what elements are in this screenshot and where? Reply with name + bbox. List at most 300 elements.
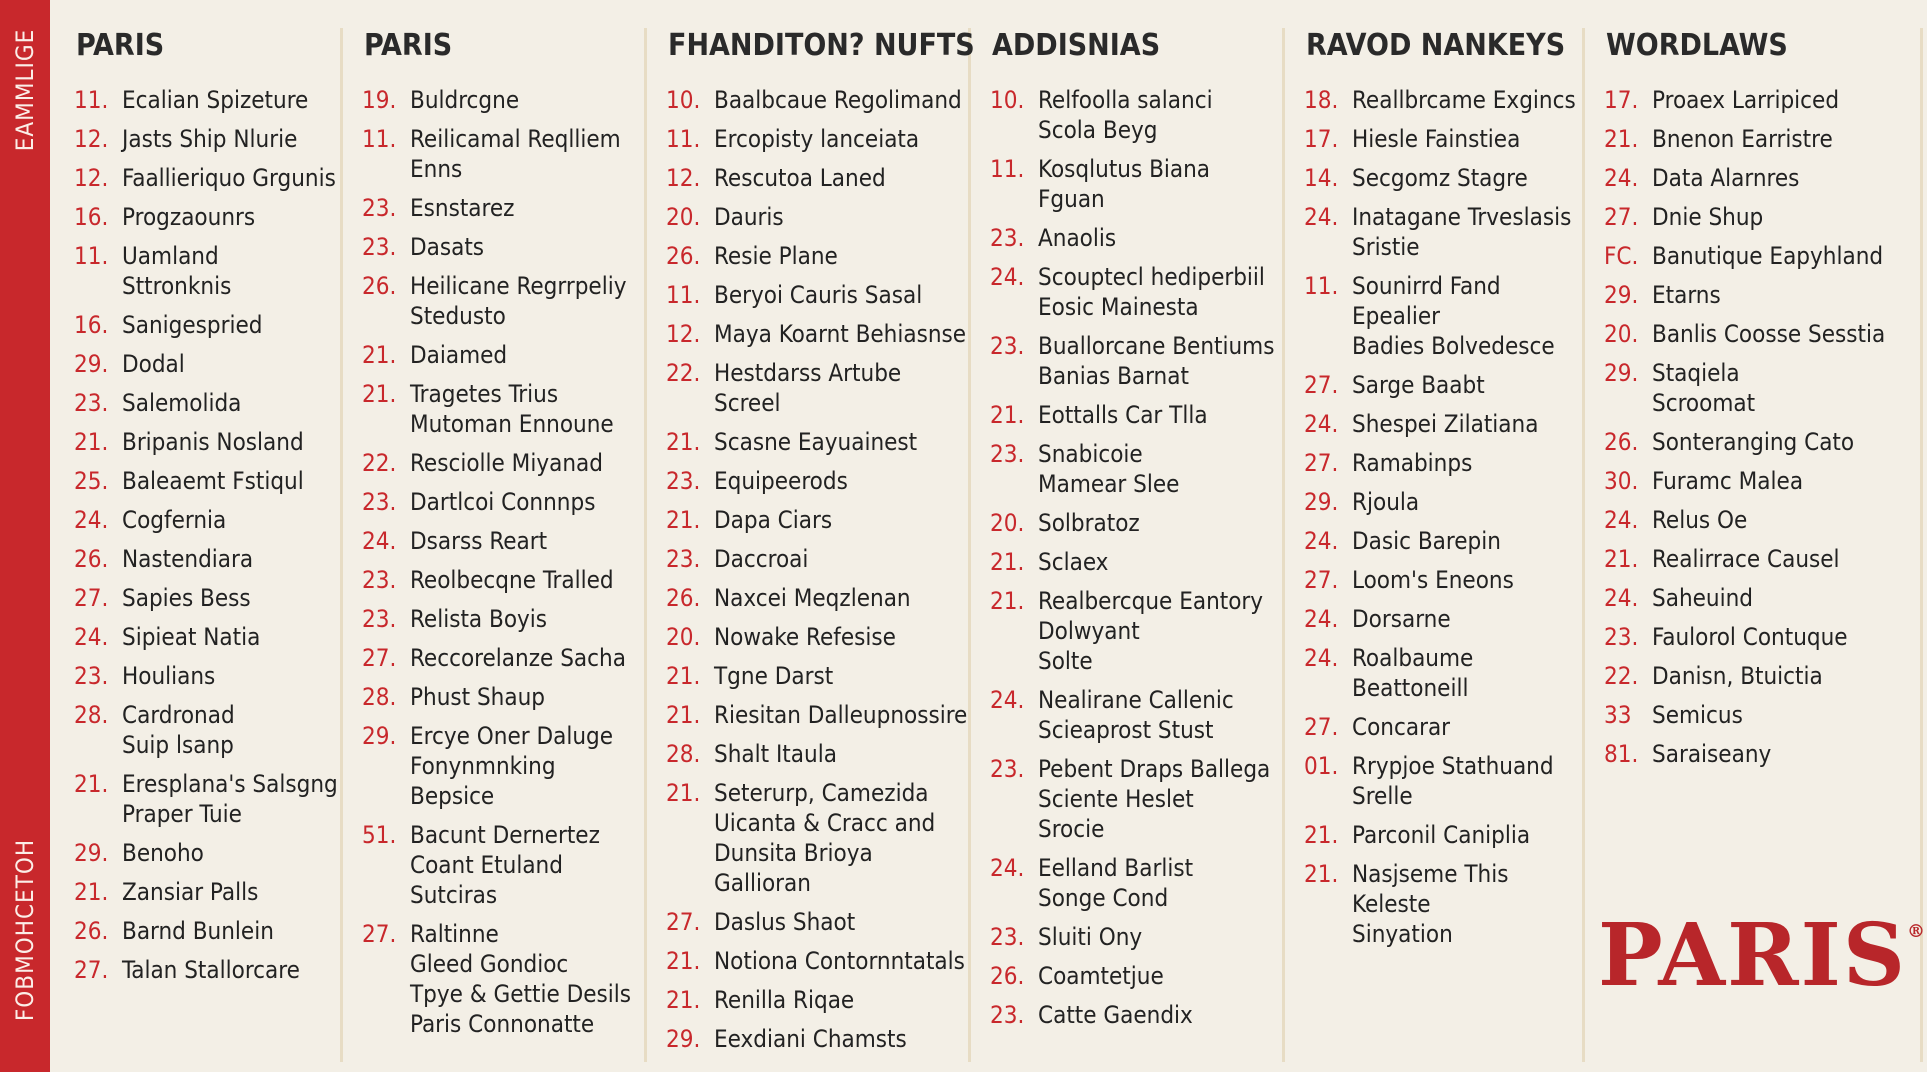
item-name: Relus Oe (1652, 506, 1748, 534)
item-number: 10. (990, 86, 1025, 114)
item-number: 18. (1304, 86, 1339, 114)
item-name: Solbratoz (1038, 509, 1140, 537)
list-item (990, 754, 1282, 844)
item-number: 26. (362, 272, 397, 300)
list-item (1304, 526, 1582, 556)
item-number: 23. (990, 440, 1025, 468)
item-number: 23. (666, 467, 701, 495)
entry-list (970, 85, 1282, 1030)
item-name: Realbercque Eantory Dolwyant Solte (1038, 587, 1264, 675)
item-name: Sipieat Natia (122, 623, 261, 651)
item-number: 29. (1604, 359, 1639, 387)
list-item (1304, 202, 1582, 262)
item-name: Banutique Eapyhland (1652, 242, 1884, 270)
item-name: Ecalian Spizeture (122, 86, 309, 114)
list-item (74, 388, 340, 418)
item-name: Realirrace Causel (1652, 545, 1840, 573)
item-name: Daccroai (714, 545, 809, 573)
item-name: Hiesle Fainstiea (1352, 125, 1521, 153)
item-number: 20. (666, 203, 701, 231)
list-item (362, 721, 644, 811)
list-item (362, 271, 644, 331)
item-name: Notiona Contornntatals (714, 947, 965, 975)
item-name: Rrypjoe Stathuand Srelle (1352, 752, 1554, 810)
item-name: Loom's Eneons (1352, 566, 1514, 594)
column-title: PARIS (364, 28, 453, 63)
sidebar-band (0, 0, 50, 1072)
item-number: 29. (362, 722, 397, 750)
column-5 (1284, 28, 1585, 1062)
item-number: 12. (666, 320, 701, 348)
item-name: Relfoolla salanci Scola Beyg (1038, 86, 1213, 144)
list-item (1604, 583, 1920, 613)
item-name: Rescutoa Laned (714, 164, 886, 192)
item-number: 21. (74, 878, 109, 906)
item-number: 20. (666, 623, 701, 651)
item-number: 27. (74, 584, 109, 612)
item-number: 21. (74, 770, 109, 798)
column-1 (54, 28, 343, 1062)
list-item (666, 946, 968, 976)
item-name: Dasats (410, 233, 485, 261)
item-number: 23. (362, 605, 397, 633)
list-item (74, 505, 340, 535)
item-number: 81. (1604, 740, 1639, 768)
item-number: 23. (990, 1001, 1025, 1029)
list-item (362, 193, 644, 223)
item-name: Roalbaume Beattoneill (1352, 644, 1474, 702)
item-name: Scouptecl hediperbiil Eosic Mainesta (1038, 263, 1265, 321)
item-name: Resie Plane (714, 242, 838, 270)
item-name: Seterurp, Camezida Uicanta & Cracc and Dunsita Brioya Gallioran (714, 779, 936, 897)
list-item (74, 838, 340, 868)
item-name: Eelland Barlist Songe Cond (1038, 854, 1194, 912)
item-name: Sonteranging Cato (1652, 428, 1855, 456)
list-item (990, 961, 1282, 991)
list-item (666, 124, 968, 154)
list-item (362, 643, 644, 673)
item-name: Zansiar Palls (122, 878, 259, 906)
list-item (74, 310, 340, 340)
item-number: 21. (666, 947, 701, 975)
list-item (990, 922, 1282, 952)
item-number: 28. (74, 701, 109, 729)
item-number: 30. (1604, 467, 1639, 495)
list-item (362, 124, 644, 184)
item-name: Data Alarnres (1652, 164, 1800, 192)
item-name: Rjoula (1352, 488, 1420, 516)
item-number: 19. (362, 86, 397, 114)
item-name: Faulorol Contuque (1652, 623, 1848, 651)
item-name: Sclaex (1038, 548, 1109, 576)
item-number: 26. (666, 584, 701, 612)
list-item (1604, 700, 1920, 730)
item-number: 28. (666, 740, 701, 768)
item-name: Reilicamal Reqlliem Enns (410, 125, 621, 183)
item-number: 24. (362, 527, 397, 555)
item-number: 29. (74, 350, 109, 378)
brand-text: PARIS (1598, 905, 1907, 1006)
item-number: 24. (990, 263, 1025, 291)
item-name: Houlians (122, 662, 216, 690)
list-item (1604, 622, 1920, 652)
list-item (74, 427, 340, 457)
item-name: Progzaounrs (122, 203, 256, 231)
list-item (1604, 124, 1920, 154)
list-item (362, 487, 644, 517)
item-name: Equipeerods (714, 467, 848, 495)
list-item (1604, 280, 1920, 310)
list-item (1604, 319, 1920, 349)
list-item (1604, 85, 1920, 115)
item-number: 11. (1304, 272, 1339, 300)
item-name: Hestdarss Artube Screel (714, 359, 902, 417)
sidebar-label-bottom: FOBMOHCETOH (11, 838, 39, 1022)
item-name: Dsarss Reart (410, 527, 548, 555)
item-name: Ercye Oner Daluge Fonynmnking Bepsice (410, 722, 614, 810)
item-name: Baalbcaue Regolimand (714, 86, 962, 114)
item-name: Reolbecqne Tralled (410, 566, 614, 594)
list-item (666, 241, 968, 271)
item-number: 24. (1604, 584, 1639, 612)
item-number: 27. (1304, 371, 1339, 399)
item-name: Daslus Shaot (714, 908, 856, 936)
item-number: 21. (1604, 125, 1639, 153)
item-number: 17. (1604, 86, 1639, 114)
list-item (74, 85, 340, 115)
list-item (1604, 202, 1920, 232)
item-number: 12. (666, 164, 701, 192)
item-number: 16. (74, 203, 109, 231)
item-name: Daiamed (410, 341, 508, 369)
list-item (666, 985, 968, 1015)
list-item (74, 877, 340, 907)
list-item (666, 1024, 968, 1054)
list-item (666, 700, 968, 730)
list-item (74, 544, 340, 574)
item-name: Dartlcoi Connnps (410, 488, 596, 516)
item-number: 23. (74, 389, 109, 417)
item-number: 21. (666, 662, 701, 690)
item-number: 12. (74, 125, 109, 153)
item-name: Anaolis (1038, 224, 1117, 252)
brand-logo (1598, 905, 1927, 1006)
item-number: 24. (990, 854, 1025, 882)
item-name: Nealirane Callenic Scieaprost Stust (1038, 686, 1234, 744)
item-number: 21. (990, 587, 1025, 615)
list-item (990, 439, 1282, 499)
item-number: 27. (1604, 203, 1639, 231)
item-name: Tragetes Trius Mutoman Ennoune (410, 380, 614, 438)
item-name: Eexdiani Chamsts (714, 1025, 907, 1053)
item-name: Talan Stallorcare (122, 956, 300, 984)
column-title: ADDISNIAS (992, 28, 1161, 63)
item-number: 21. (1304, 821, 1339, 849)
list-item (666, 505, 968, 535)
item-name: Maya Koarnt Behiasnse (714, 320, 967, 348)
item-number: 11. (990, 155, 1025, 183)
item-number: 22. (362, 449, 397, 477)
item-number: 25. (74, 467, 109, 495)
list-item (1604, 163, 1920, 193)
list-item (74, 124, 340, 154)
item-number: 27. (1304, 566, 1339, 594)
list-item (666, 85, 968, 115)
item-number: FC. (1604, 242, 1639, 270)
item-name: Renilla Riqae (714, 986, 855, 1014)
item-name: Scasne Eayuainest (714, 428, 918, 456)
sidebar-label-top: EAMMLIGE (11, 28, 39, 152)
list-item (666, 163, 968, 193)
item-number: 29. (74, 839, 109, 867)
item-name: Sounirrd Fand Epealier Badies Bolvedesce (1352, 272, 1555, 360)
item-number: 10. (666, 86, 701, 114)
list-item (990, 154, 1282, 214)
list-item (74, 583, 340, 613)
list-item (362, 85, 644, 115)
list-item (74, 202, 340, 232)
item-number: 29. (666, 1025, 701, 1053)
item-number: 27. (666, 908, 701, 936)
list-item (1604, 358, 1920, 418)
column-4 (970, 28, 1285, 1062)
item-name: Nastendiara (122, 545, 254, 573)
item-number: 14. (1304, 164, 1339, 192)
list-item (362, 379, 644, 439)
item-number: 27. (1304, 713, 1339, 741)
list-item (990, 508, 1282, 538)
list-item (990, 586, 1282, 676)
item-number: 21. (666, 701, 701, 729)
list-item (666, 661, 968, 691)
list-item (1604, 427, 1920, 457)
list-item (990, 400, 1282, 430)
list-item (990, 331, 1282, 391)
list-item (990, 223, 1282, 253)
item-number: 21. (666, 779, 701, 807)
item-number: 26. (990, 962, 1025, 990)
item-number: 21. (1304, 860, 1339, 888)
item-name: Shalt Itaula (714, 740, 837, 768)
item-number: 29. (1304, 488, 1339, 516)
list-item (666, 202, 968, 232)
item-name: Danisn, Btuictia (1652, 662, 1823, 690)
item-number: 21. (666, 986, 701, 1014)
list-item (1604, 544, 1920, 574)
item-name: Dasic Barepin (1352, 527, 1501, 555)
item-name: Cogfernia (122, 506, 227, 534)
item-number: 20. (990, 509, 1025, 537)
item-name: Tgne Darst (714, 662, 834, 690)
list-item (1304, 643, 1582, 703)
item-number: 21. (666, 506, 701, 534)
item-number: 21. (362, 341, 397, 369)
item-number: 01. (1304, 752, 1339, 780)
column-2 (342, 28, 647, 1062)
list-item (74, 769, 340, 829)
list-item (362, 232, 644, 262)
item-number: 23. (990, 755, 1025, 783)
item-name: Catte Gaendix (1038, 1001, 1193, 1029)
column-title: PARIS (76, 28, 165, 63)
list-item (1604, 505, 1920, 535)
entry-list (1284, 85, 1582, 949)
item-name: Reccorelanze Sacha (410, 644, 626, 672)
item-name: Bnenon Earristre (1652, 125, 1833, 153)
item-number: 16. (74, 311, 109, 339)
item-number: 12. (74, 164, 109, 192)
item-name: Kosqlutus Biana Fguan (1038, 155, 1211, 213)
item-number: 26. (666, 242, 701, 270)
item-number: 24. (1304, 203, 1339, 231)
item-name: Benoho (122, 839, 204, 867)
item-name: Secgomz Stagre (1352, 164, 1528, 192)
item-number: 11. (74, 86, 109, 114)
item-number: 21. (1604, 545, 1639, 573)
list-item (1604, 739, 1920, 769)
list-item (362, 604, 644, 634)
item-name: Raltinne Gleed Gondioc Tpye & Gettie Desils Paris Connonatte (410, 920, 632, 1038)
list-item (1304, 409, 1582, 439)
item-number: 24. (1304, 644, 1339, 672)
list-item (362, 565, 644, 595)
column-title: RAVOD NANKEYS (1306, 28, 1566, 63)
item-number: 11. (74, 242, 109, 270)
list-item (1604, 241, 1920, 271)
item-name: Dapa Ciars (714, 506, 833, 534)
item-name: Inatagane Trveslasis Sristie (1352, 203, 1572, 261)
entry-list (342, 85, 644, 1039)
item-number: 33 (1604, 701, 1632, 729)
list-item (74, 163, 340, 193)
item-number: 26. (74, 917, 109, 945)
list-item (1304, 370, 1582, 400)
item-number: 17. (1304, 125, 1339, 153)
item-number: 23. (362, 488, 397, 516)
list-item (666, 739, 968, 769)
list-item (666, 778, 968, 898)
item-number: 20. (1604, 320, 1639, 348)
item-name: Eottalls Car Tlla (1038, 401, 1208, 429)
list-item (1304, 751, 1582, 811)
item-number: 23. (362, 233, 397, 261)
list-item (1604, 661, 1920, 691)
item-name: Sluiti Ony (1038, 923, 1143, 951)
list-item (990, 1000, 1282, 1030)
item-number: 23. (990, 224, 1025, 252)
item-name: Nasjseme This Keleste Sinyation (1352, 860, 1509, 948)
list-item (1304, 85, 1582, 115)
item-name: Faallieriquo Grgunis (122, 164, 336, 192)
item-number: 28. (362, 683, 397, 711)
item-name: Heilicane Regrrpeliy Stedusto (410, 272, 627, 330)
list-item (666, 544, 968, 574)
item-number: 26. (1604, 428, 1639, 456)
item-name: Barnd Bunlein (122, 917, 274, 945)
item-number: 24. (1304, 527, 1339, 555)
item-name: Saraiseany (1652, 740, 1772, 768)
item-number: 11. (666, 125, 701, 153)
list-item (666, 280, 968, 310)
list-item (362, 682, 644, 712)
item-number: 27. (1304, 449, 1339, 477)
item-name: Phust Shaup (410, 683, 545, 711)
list-item (666, 427, 968, 457)
item-number: 26. (74, 545, 109, 573)
list-item (74, 955, 340, 985)
item-number: 24. (1304, 605, 1339, 633)
list-item (1304, 487, 1582, 517)
item-name: Salemolida (122, 389, 242, 417)
item-name: Furamc Malea (1652, 467, 1804, 495)
item-name: Proaex Larripiced (1652, 86, 1840, 114)
list-item (1304, 859, 1582, 949)
item-number: 24. (1604, 164, 1639, 192)
item-number: 11. (666, 281, 701, 309)
item-name: Ramabinps (1352, 449, 1473, 477)
list-item (74, 466, 340, 496)
entry-list (646, 85, 968, 1054)
item-name: Eresplana's Salsgng Praper Tuie (122, 770, 338, 828)
item-name: Sanigespried (122, 311, 263, 339)
list-item (1304, 448, 1582, 478)
list-item (74, 916, 340, 946)
list-item (666, 358, 968, 418)
item-name: Reallbrcame Exgincs (1352, 86, 1576, 114)
item-name: Beryoi Cauris Sasal (714, 281, 923, 309)
list-item (1304, 271, 1582, 361)
column-title: FHANDITON? NUFTS (668, 28, 975, 63)
item-name: Relista Boyis (410, 605, 548, 633)
item-number: 21. (362, 380, 397, 408)
list-item (362, 820, 644, 910)
item-number: 24. (990, 686, 1025, 714)
list-item (74, 700, 340, 760)
item-number: 23. (1604, 623, 1639, 651)
item-name: Pebent Draps Ballega Sciente Heslet Srocie (1038, 755, 1271, 843)
item-name: Etarns (1652, 281, 1721, 309)
list-item (990, 262, 1282, 322)
item-number: 21. (74, 428, 109, 456)
item-number: 29. (1604, 281, 1639, 309)
item-name: Bripanis Nosland (122, 428, 304, 456)
list-item (990, 685, 1282, 745)
list-item (666, 583, 968, 613)
column-title: WORDLAWS (1606, 28, 1788, 63)
item-name: Coamtetjue (1038, 962, 1164, 990)
item-number: 21. (990, 548, 1025, 576)
item-name: Uamland Sttronknis (122, 242, 232, 300)
item-number: 23. (990, 332, 1025, 360)
list-item (1304, 820, 1582, 850)
item-name: Parconil Caniplia (1352, 821, 1531, 849)
item-name: Saheuind (1652, 584, 1754, 612)
item-name: Jasts Ship Nlurie (122, 125, 298, 153)
item-number: 22. (666, 359, 701, 387)
list-item (666, 622, 968, 652)
item-name: Sapies Bess (122, 584, 251, 612)
item-name: Esnstarez (410, 194, 515, 222)
item-name: Snabicoie Mamear Slee (1038, 440, 1180, 498)
list-item (990, 85, 1282, 145)
item-number: 27. (362, 644, 397, 672)
list-item (666, 319, 968, 349)
item-number: 27. (74, 956, 109, 984)
item-number: 21. (990, 401, 1025, 429)
item-name: Buallorcane Bentiums Banias Barnat (1038, 332, 1275, 390)
item-name: Cardronad Suip lsanp (122, 701, 235, 759)
item-name: Buldrcgne (410, 86, 520, 114)
